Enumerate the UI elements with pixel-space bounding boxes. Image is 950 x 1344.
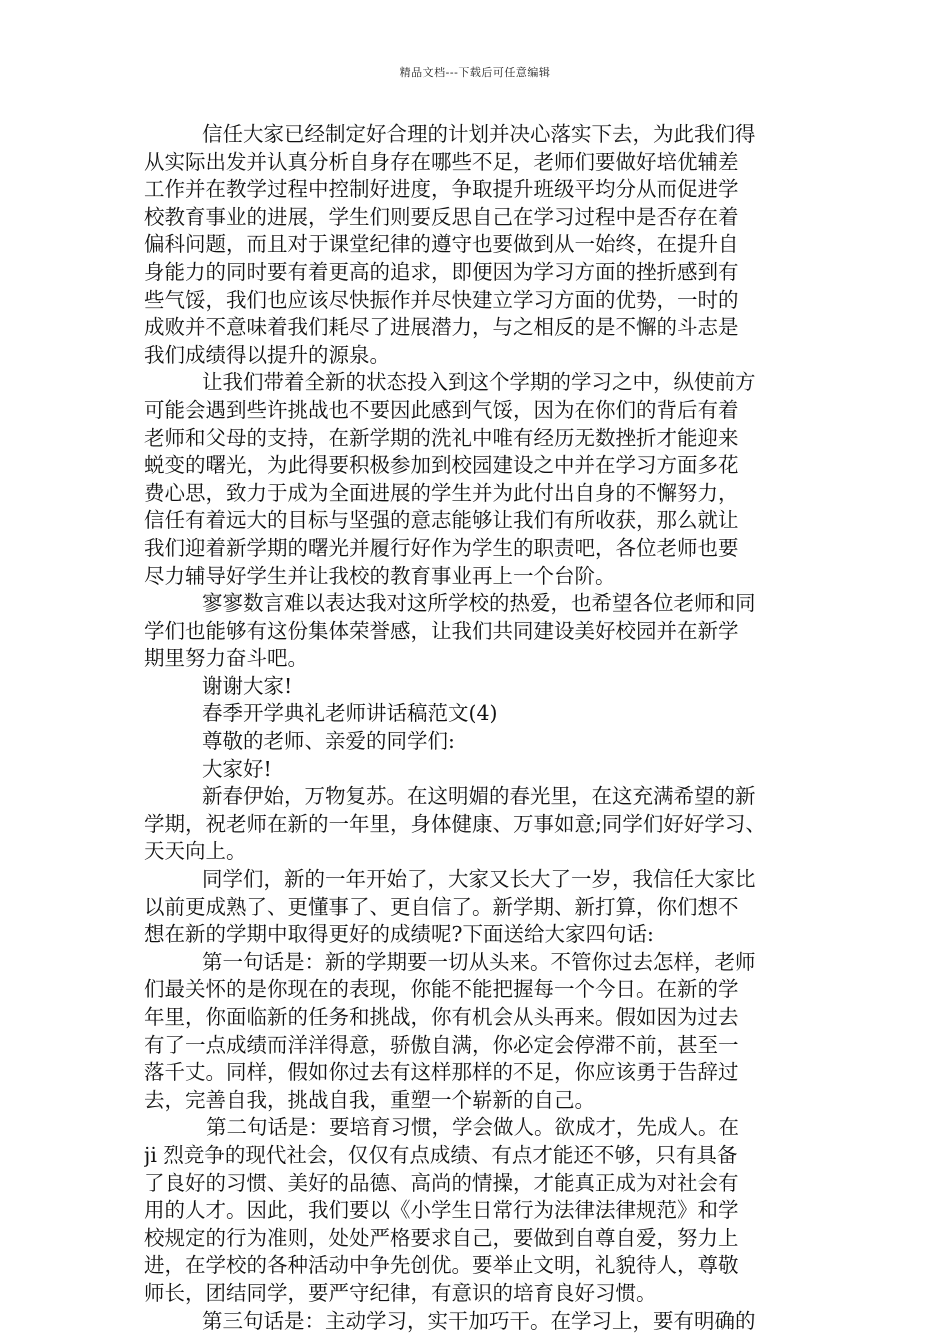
text-line: 进，在学校的各种活动中争先创优。要举止文明，礼貌待人，尊敬 [144,1253,739,1278]
text-line: 身能力的同时要有着更高的追求，即便因为学习方面的挫折感到有 [144,259,739,284]
text-line: 第一句话是：新的学期要一切从头来。不管你过去怎样，老师 [202,949,756,974]
greeting: 大家好! [202,756,272,781]
text-line: 成败并不意味着我们耗尽了进展潜力，与之相反的是不懈的斗志是 [144,315,739,340]
text-line: 让我们带着全新的状态投入到这个学期的学习之中，纵使前方 [202,370,756,395]
salutation: 尊敬的老师、亲爱的同学们: [202,729,455,754]
text-line: 偏科问题，而且对于课堂纪律的遵守也要做到从一始终，在提升自 [144,232,739,257]
text-line: 从实际出发并认真分析自身存在哪些不足，老师们要做好培优辅差 [144,149,739,174]
text-line: 我们成绩得以提升的源泉。 [144,342,390,367]
text-line: 以前更成熟了、更懂事了、更自信了。新学期、新打算，你们想不 [144,894,739,919]
text-line: 工作并在教学过程中控制好进度，争取提升班级平均分从而促进学 [144,177,739,202]
text-line: 们最关怀的是你现在的表现，你能不能把握每一个今日。在新的学 [144,977,739,1002]
text-line: 第三句话是：主动学习，实干加巧干。在学习上，要有明确的 [202,1308,756,1333]
text-line: 同学们，新的一年开始了，大家又长大了一岁，我信任大家比 [202,867,756,892]
text-line: 师长，团结同学，要严守纪律，有意识的培育良好习惯。 [144,1280,657,1305]
text-line: 了良好的习惯、美好的品德、高尚的情操，才能真正成为对社会有 [144,1170,739,1195]
text-line: 学们也能够有这份集体荣誉感，让我们共同建设美好校园并在新学 [144,618,739,643]
text-line: 我们迎着新学期的曙光并履行好作为学生的职责吧，各位老师也要 [144,535,739,560]
page-header: 精品文档---下载后可任意编辑 [399,66,551,79]
text-line: 尽力辅导好学生并让我校的教育事业再上一个台阶。 [144,563,616,588]
text-line: 想在新的学期中取得更好的成绩呢?下面送给大家四句话: [144,922,654,947]
text-line: 学期，祝老师在新的一年里，身体健康、万事如意;同学们好好学习、 [144,811,766,836]
text-line: 费心思，致力于成为全面进展的学生并为此付出自身的不懈努力， [144,480,739,505]
section-title: 春季开学典礼老师讲话稿范文(4) [202,701,498,726]
text-line: 有了一点成绩而洋洋得意，骄傲自满，你必定会停滞不前，甚至一 [144,1032,739,1057]
text-line: 校规定的行为准则，处处严格要求自己，要做到自尊自爱，努力上 [144,1225,739,1250]
document-body [144,121,820,1335]
text-line: 用的人才。因此，我们要以《小学生日常行为法律法律规范》和学 [144,1198,739,1223]
text-line: ji 烈竞争的现代社会，仅仅有点成绩、有点才能还不够，只有具备 [144,1142,738,1167]
text-line: 可能会遇到些许挑战也不要因此感到气馁，因为在你们的背后有着 [144,397,739,422]
text-line: 落千丈。同样，假如你过去有这样那样的不足，你应该勇于告辞过 [144,1060,739,1085]
text-line: 老师和父母的支持，在新学期的洗礼中唯有经历无数挫折才能迎来 [144,425,739,450]
text-line: 天天向上。 [144,839,247,864]
text-line: 信任大家已经制定好合理的计划并决心落实下去，为此我们得 [202,122,756,146]
text-line: 年里，你面临新的任务和挑战，你有机会从头再来。假如因为过去 [144,1005,739,1029]
text-line: 期里努力奋斗吧。 [144,646,308,671]
closing-thanks: 谢谢大家! [202,673,293,698]
text-line: 第二句话是：要培育习惯，学会做人。欲成才，先成人。在 [206,1115,739,1140]
text-line: 去，完善自我，挑战自我，重塑一个崭新的自己。 [144,1087,595,1112]
text-line: 寥寥数言难以表达我对这所学校的热爱，也希望各位老师和同 [202,591,756,616]
text-line: 信任有着远大的目标与坚强的意志能够让我们有所收获，那么就让 [144,508,739,533]
text-line: 校教育事业的进展，学生们则要反思自己在学习过程中是否存在着 [144,204,739,229]
text-line: 蜕变的曙光，为此得要积极参加到校园建设之中并在学习方面多花 [144,453,739,478]
text-line: 些气馁，我们也应该尽快振作并尽快建立学习方面的优势，一时的 [144,287,739,312]
text-line: 新春伊始，万物复苏。在这明媚的春光里，在这充满希望的新 [202,784,756,809]
